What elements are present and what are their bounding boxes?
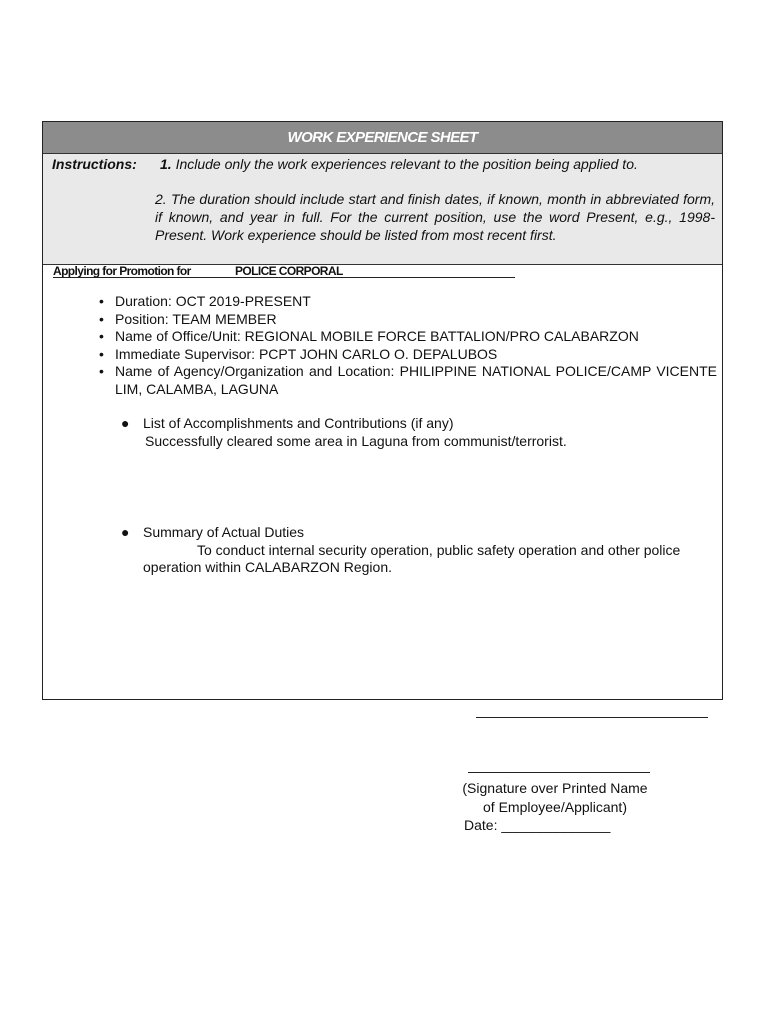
applying-label: Applying for Promotion for bbox=[53, 264, 191, 278]
position-item: • Position: TEAM MEMBER bbox=[99, 311, 717, 329]
supervisor-item: • Immediate Supervisor: PCPT JOHN CARLO O. DEPALUBOS bbox=[99, 346, 717, 364]
date-field: Date: ______________ bbox=[464, 817, 611, 833]
instructions-label: Instructions: bbox=[52, 156, 137, 172]
bullet-icon: ● bbox=[121, 524, 130, 540]
signature-line-top bbox=[476, 717, 708, 718]
duration-item: • Duration: OCT 2019-PRESENT bbox=[99, 293, 717, 311]
sheet-title: WORK EXPERIENCE SHEET bbox=[43, 122, 722, 154]
instruction-2-number: 2. bbox=[155, 191, 167, 207]
signature-caption bbox=[452, 779, 658, 817]
instruction-2 bbox=[155, 190, 715, 244]
instruction-1 bbox=[160, 156, 638, 172]
duties-text: To conduct internal security operation, public safety operation and other police operation within CALABARZON Region. bbox=[143, 541, 681, 575]
signature-caption-line2: of Employee/Applicant) bbox=[483, 799, 627, 815]
accomplishments-text: Successfully cleared some area in Laguna from communist/terrorist. bbox=[145, 432, 567, 449]
instruction-1-text: Include only the work experiences relevant to the position being applied to. bbox=[171, 156, 638, 172]
signature-caption-line1: (Signature over Printed Name bbox=[462, 780, 648, 796]
accomplishments-label: List of Accomplishments and Contributions (if any) bbox=[143, 415, 454, 431]
applying-value: POLICE CORPORAL bbox=[235, 264, 343, 278]
signature-line bbox=[468, 772, 650, 773]
instructions-section bbox=[43, 154, 722, 265]
applying-underline bbox=[53, 277, 515, 278]
duties-section bbox=[121, 524, 721, 577]
applying-for-row bbox=[53, 264, 343, 278]
instruction-1-number: 1. bbox=[160, 156, 172, 172]
accomplishments-section bbox=[121, 415, 721, 450]
agency-item: • Name of Agency/Organization and Location: PHILIPPINE NATIONAL POLICE/CAMP VICENTE LIM, CALAMBA, LAGUNA bbox=[99, 363, 717, 398]
work-experience-sheet bbox=[42, 121, 723, 700]
experience-details bbox=[99, 293, 717, 398]
duties-label: Summary of Actual Duties bbox=[143, 524, 305, 540]
bullet-icon: ● bbox=[121, 415, 130, 431]
instruction-2-text: The duration should include start and finish dates, if known, month in abbreviated form, if known, and year in full. For the current position, use the word Present, e.g., 1998-Present. Work experience should be listed from most recent first. bbox=[155, 191, 715, 243]
office-item: • Name of Office/Unit: REGIONAL MOBILE FORCE BATTALION/PRO CALABARZON bbox=[99, 328, 717, 346]
